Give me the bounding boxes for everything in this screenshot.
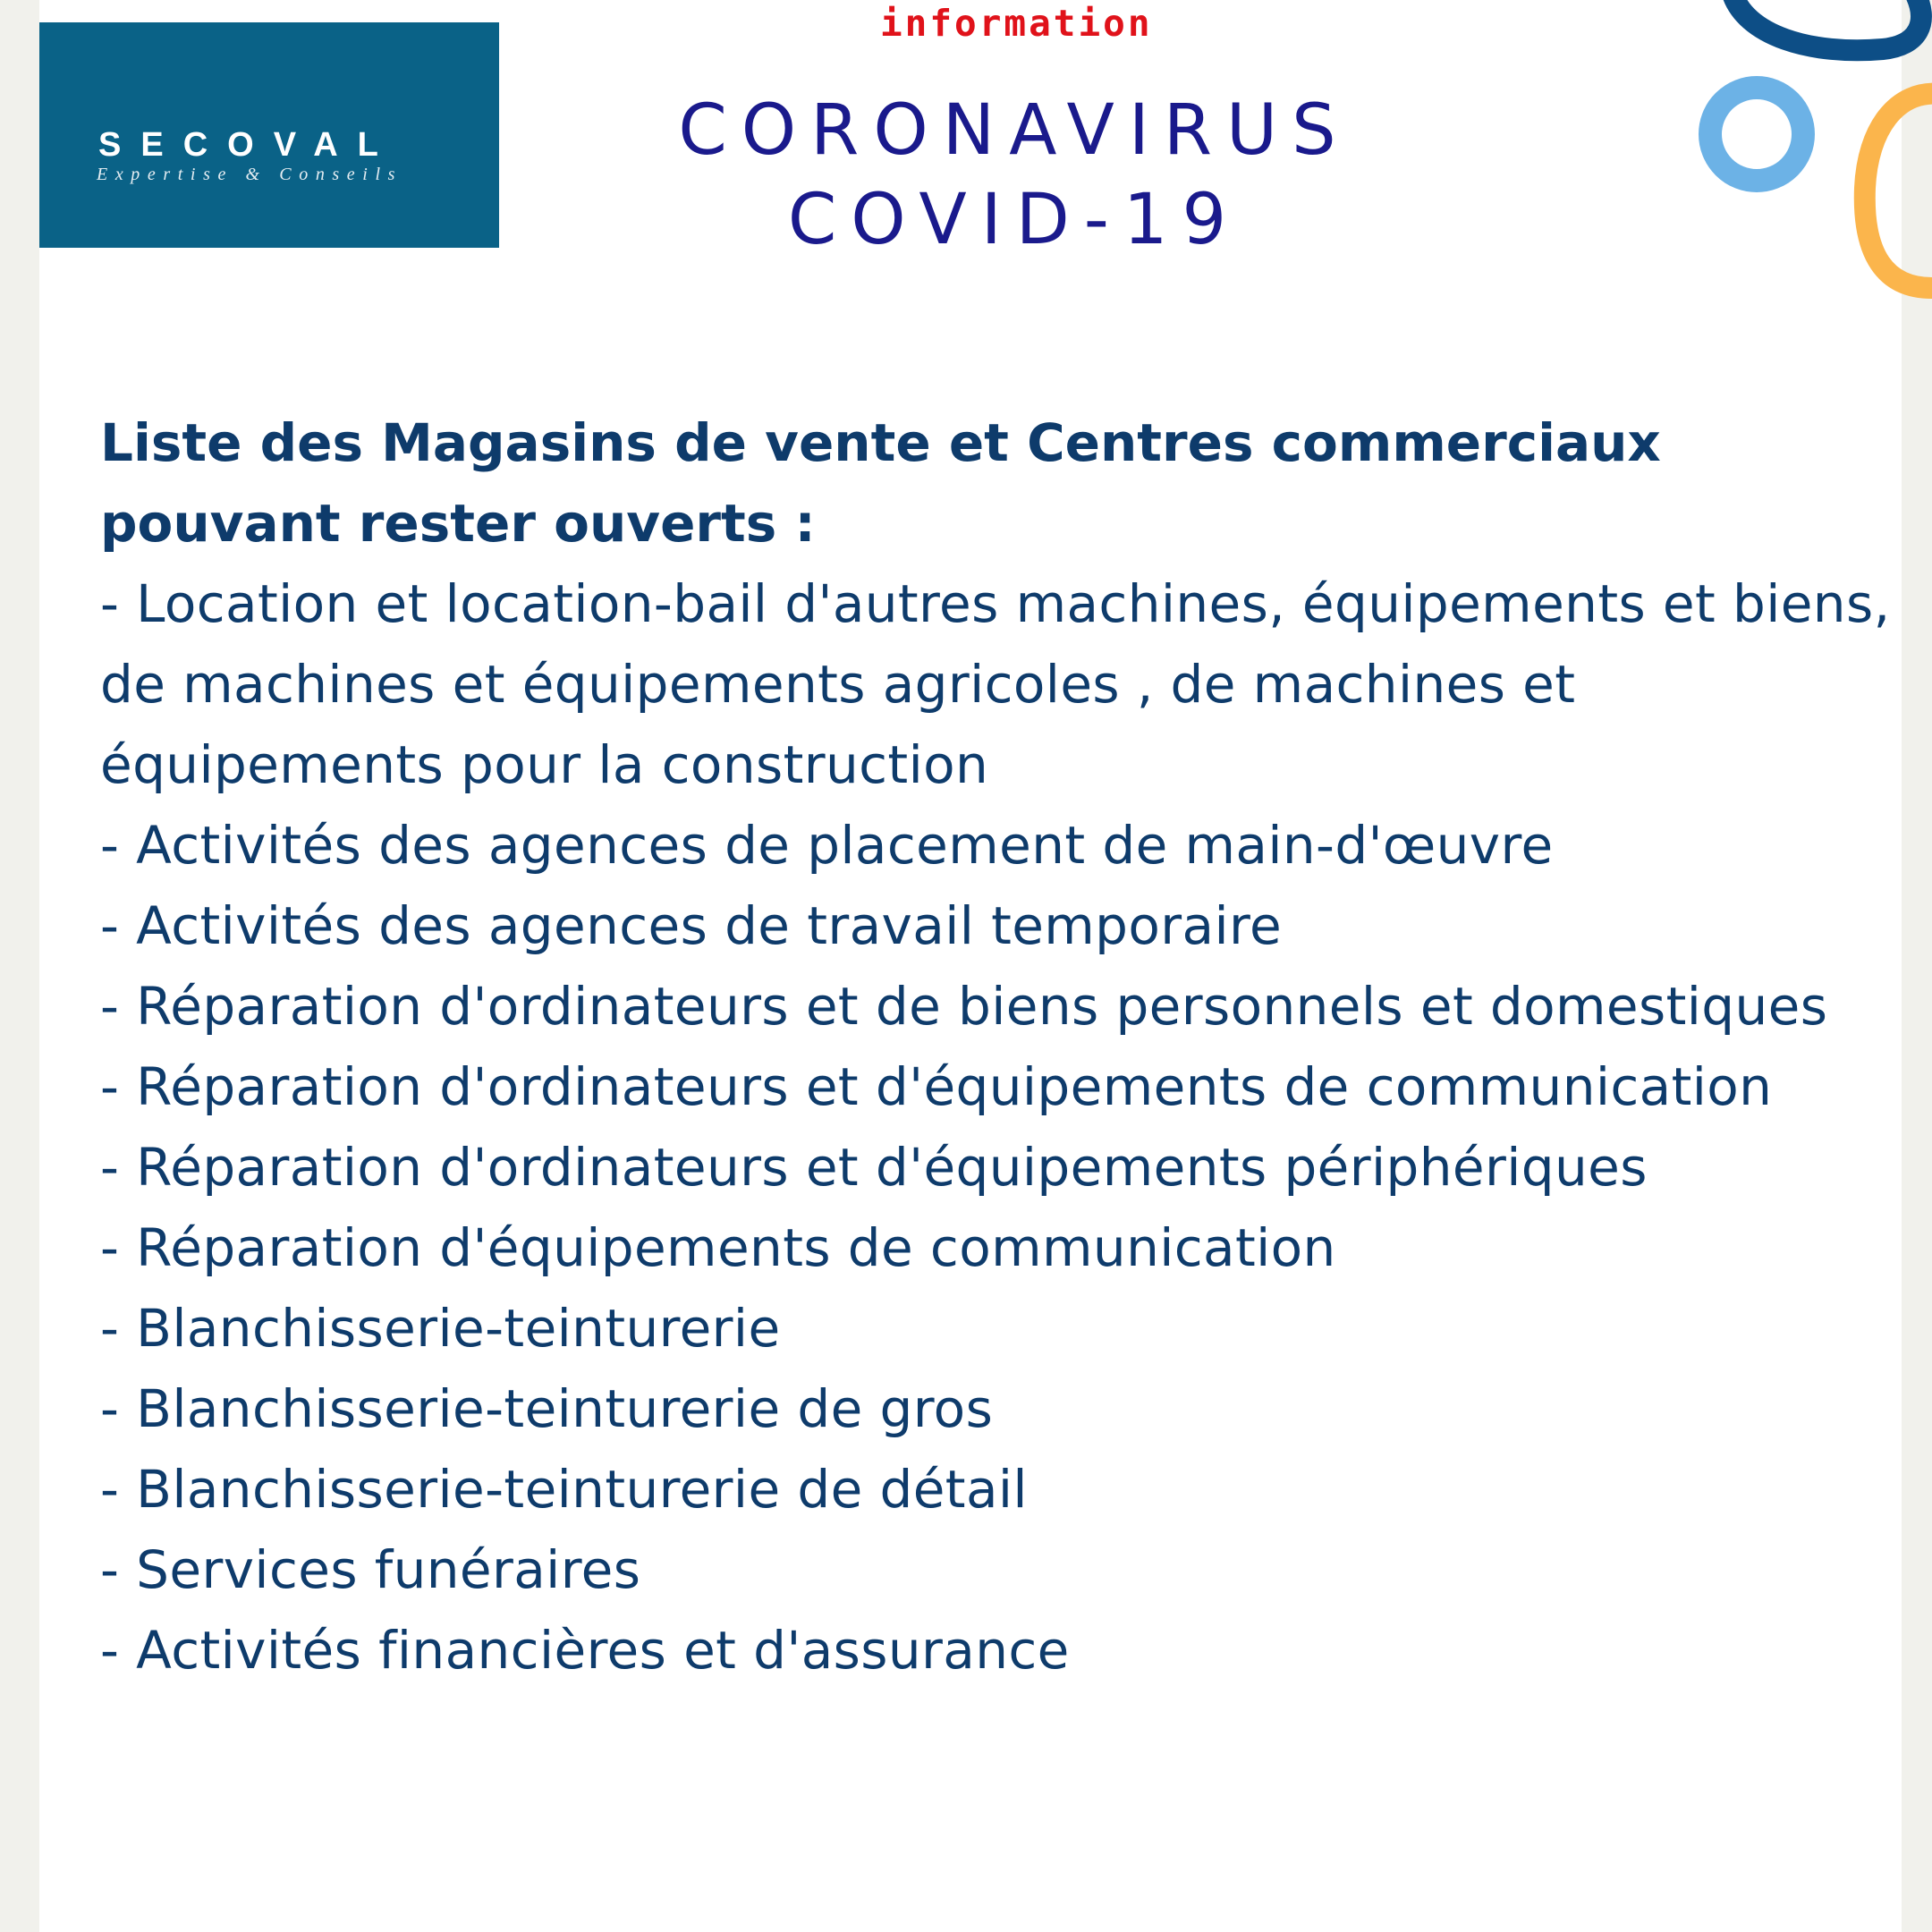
navy-loop-shape [1732,0,1921,50]
list-item: - Activités des agences de travail temporaire [100,895,1283,956]
light-blue-ring-shape [1710,88,1803,181]
list-item: - Blanchisserie-teinturerie [100,1298,781,1359]
list-item: - Réparation d'ordinateurs et d'équipements de communication [100,1056,1773,1117]
headline-line-2: COVID-19 [787,180,1241,260]
item-list [100,564,1916,1690]
list-item: - Activités des agences de placement de main-d'œuvre [100,815,1554,876]
page-title [657,86,1372,265]
list-item: - Réparation d'ordinateurs et de biens personnels et domestiques [100,976,1828,1037]
decorative-shapes [1646,0,1932,309]
logo-tagline: Expertise & Conseils [97,165,402,184]
secoval-logo [39,22,499,248]
logo-name: SECOVAL [98,126,398,164]
list-item: - Blanchisserie-teinturerie de détail [100,1459,1028,1520]
information-kicker: information [880,2,1153,45]
list-item: - Blanchisserie-teinturerie de gros [100,1378,994,1439]
list-item: - Réparation d'équipements de communication [100,1217,1336,1278]
poster [39,0,1902,1932]
list-item: - Activités financières et d'assurance [100,1620,1070,1681]
list-item: - Services funéraires [100,1539,641,1600]
list-item: - Réparation d'ordinateurs et d'équipements périphériques [100,1137,1648,1198]
list-item: - Location et location-bail d'autres machines, équipements et biens, de machines et équipements agricoles , de machines et équipements pour la construction [100,573,1891,795]
orange-ring-shape [1865,94,1932,288]
list-section [100,402,1916,1690]
list-title: Liste des Magasins de vente et Centres commerciaux pouvant rester ouverts : [100,412,1661,554]
headline-line-1: CORONAVIRUS [678,90,1351,171]
